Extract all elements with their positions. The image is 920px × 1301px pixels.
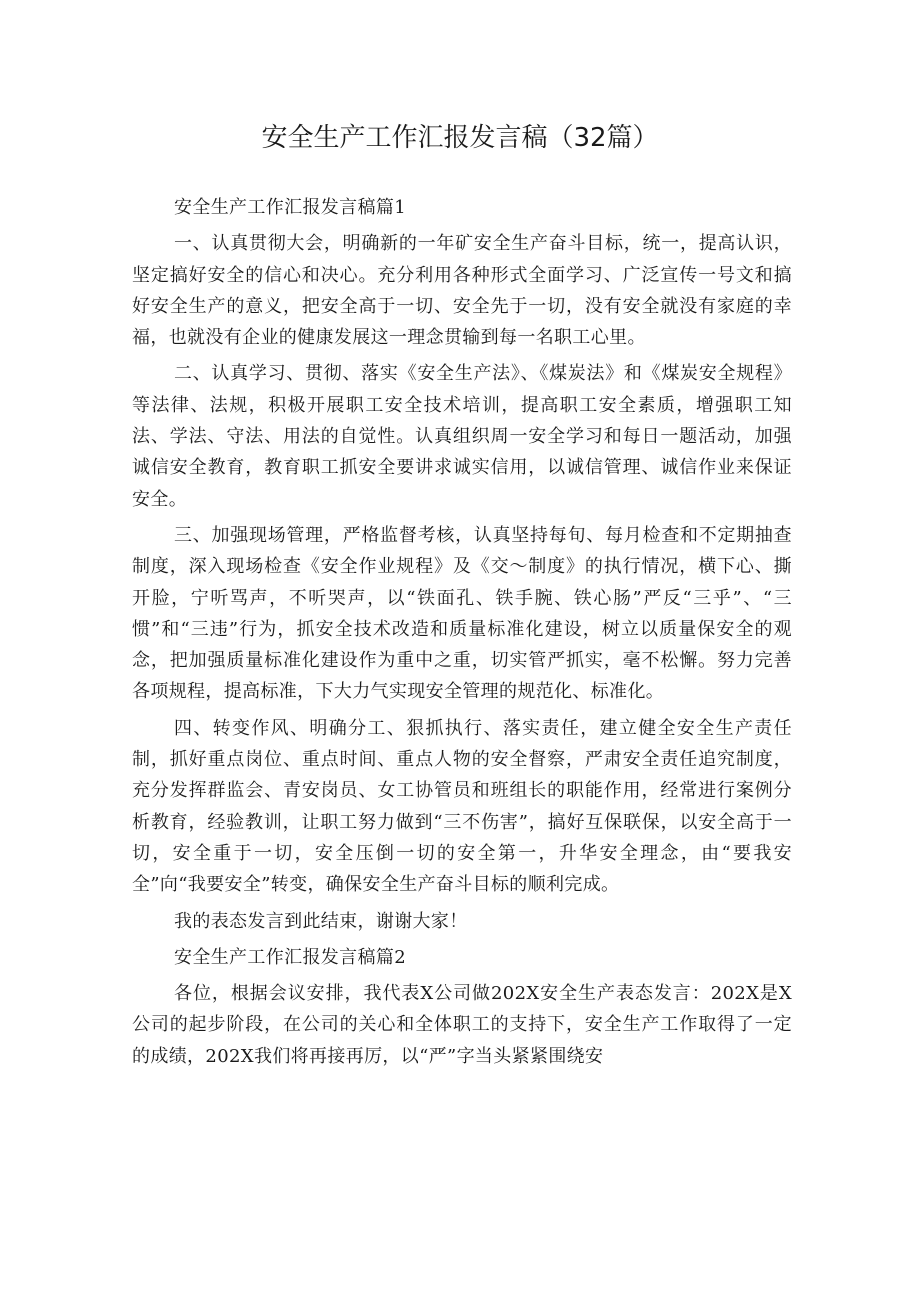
- document-body: [132, 192, 792, 1077]
- closing-line: 我的表态发言到此结束，谢谢大家！: [174, 910, 468, 932]
- body-paragraph: 一、认真贯彻大会，明确新的一年矿安全生产奋斗目标，统一，提高认识，坚定搞好安全的信心和决心。充分利用各种形式全面学习、广泛宣传一号文和搞好安全生产的意义，把安全高于一切、安全先于一切，没有安全就没有家庭的幸福，也就没有企业的健康发展这一理念贯输到每一名职工心里。: [132, 233, 792, 349]
- body-paragraph: 三、加强现场管理，严格监督考核，认真坚持每旬、每月检查和不定期抽查制度，深入现场检查《安全作业规程》及《交～制度》的执行情况，横下心、撕开脸，宁听骂声，不听哭声，以“铁面孔、铁手腕、铁心肠”严反“三乎”、“三惯”和“三违”行为，抓安全技术改造和质量标准化建设，树立以质量保安全的观念，把加强质量标准化建设作为重中之重，切实管严抓实，毫不松懈。努力完善各项规程，提高标准，下大力气实现安全管理的规范化、标准化。: [132, 524, 792, 703]
- body-paragraph: 二、认真学习、贯彻、落实《安全生产法》、《煤炭法》和《煤炭安全规程》等法律、法规，积极开展职工安全技术培训，提高职工安全素质，增强职工知法、学法、守法、用法的自觉性。认真组织周一安全学习和每日一题活动，加强诚信安全教育，教育职工抓安全要讲求诚实信用，以诚信管理、诚信作业来保证安全。: [132, 363, 792, 510]
- body-paragraph: 四、转变作风、明确分工、狠抓执行、落实责任，建立健全安全生产责任制，抓好重点岗位、重点时间、重点人物的安全督察，严肃安全责任追究制度，充分发挥群监会、青安岗员、女工协管员和班组长的职能作用，经常进行案例分析教育，经验教训，让职工努力做到“三不伤害”，搞好互保联保，以安全高于一切，安全重于一切，安全压倒一切的安全第一，升华安全理念，由“要我安全”向“我要安全”转变，确保安全生产奋斗目标的顺利完成。: [132, 717, 792, 896]
- section-heading: 安全生产工作汇报发言稿篇2: [174, 946, 407, 968]
- body-paragraph: 各位，根据会议安排，我代表X公司做202X安全生产表态发言：202X是X公司的起步阶段，在公司的关心和全体职工的支持下，安全生产工作取得了一定的成绩，202X我们将再接再厉，以“严”字当头紧紧围绕安: [132, 983, 792, 1067]
- document-title: 安全生产工作汇报发言稿（32篇）: [261, 123, 659, 153]
- section-heading: 安全生产工作汇报发言稿篇1: [174, 197, 407, 218]
